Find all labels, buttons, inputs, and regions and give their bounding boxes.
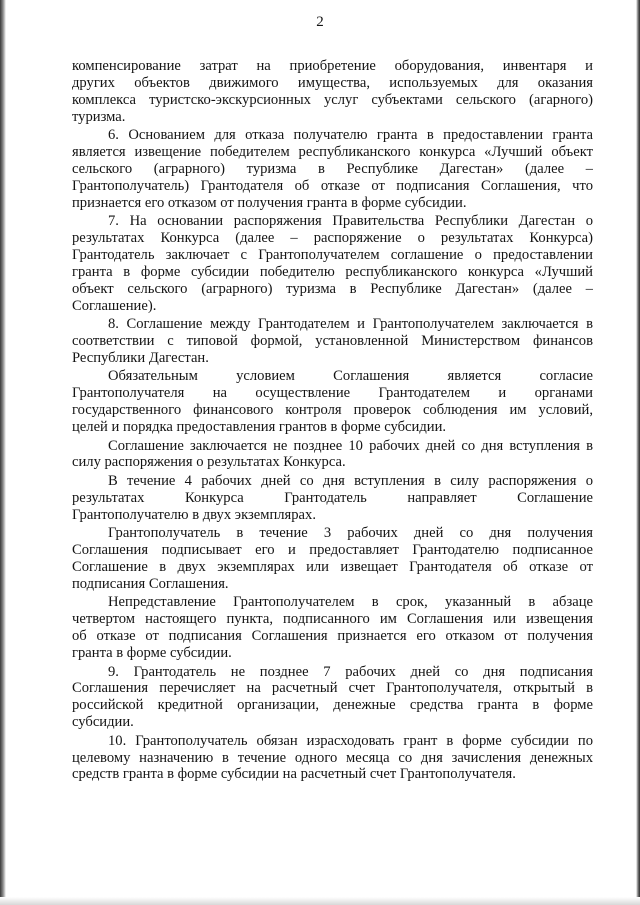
text-line: 10. Грантополучатель обязан израсходовать грант в форме субсидии по <box>108 732 593 749</box>
text-line: результатах Конкурса Грантодатель направляет Соглашение <box>72 489 593 506</box>
text-line: Непредставление Грантополучателем в срок, указанный в абзаце <box>108 594 593 611</box>
text-line: четвертом настоящего пункта, подписанного им Соглашения или извещения <box>72 611 593 628</box>
text-line: гранта в форме субсидии. <box>72 645 232 662</box>
text-line: комплекса туристско-экскурсионных услуг субъектами сельского (агарного) <box>72 91 593 108</box>
text-line: российской кредитной организации, денежные средства гранта в форме <box>72 697 593 714</box>
text-line: сельского (аграрного) туризма в Республике Дагестан» (далее – <box>72 160 593 177</box>
text-line: является извещение победителем республиканского конкурса «Лучший объект <box>72 144 593 161</box>
text-line: 7. На основании распоряжения Правительства Республики Дагестан о <box>108 213 593 230</box>
text-line: силу распоряжения о результатах Конкурса. <box>72 454 346 471</box>
text-line: государственного финансового контроля проверок соблюдения им условий, <box>72 402 593 419</box>
text-line: Соглашение заключается не позднее 10 рабочих дней со дня вступления в <box>108 437 593 454</box>
paragraph-item-8-nonsubmission <box>72 594 593 662</box>
text-line: соответствии с типовой формой, установленной Министерством финансов <box>72 333 593 350</box>
text-line: Соглашения подписывает его и предоставляет Грантодателю подписанное <box>72 542 593 559</box>
paragraph-item-8-send <box>72 473 593 524</box>
text-line: 6. Основанием для отказа получателю гранта в предоставлении гранта <box>108 127 593 144</box>
text-line: результатах Конкурса (далее – распоряжение о результатах Конкурса) <box>72 230 593 247</box>
scan-edge-left <box>0 0 6 905</box>
text-line: объект сельского (аграрного) туризма в Республике Дагестан» (далее – <box>72 280 593 297</box>
text-line: целей и порядка предоставления грантов в форме субсидии. <box>72 419 447 436</box>
text-line: субсидии. <box>72 714 134 731</box>
scan-edge-right <box>636 0 640 905</box>
paragraph-item-8 <box>72 316 593 367</box>
text-line: целевому назначению в течение одного месяца со дня зачисления денежных <box>72 749 593 766</box>
text-line: 9. Грантодатель не позднее 7 рабочих дней со дня подписания <box>108 663 593 680</box>
text-line: Грантополучателя на осуществление Грантодателем и органами <box>72 385 593 402</box>
paragraph-item-9 <box>72 664 593 732</box>
text-line: 8. Соглашение между Грантодателем и Грантополучателем заключается в <box>108 316 593 333</box>
paragraph-item-10 <box>72 733 593 784</box>
text-line: Грантополучателю в двух экземплярах. <box>72 506 316 523</box>
text-line: Грантополучатель) Грантодателя об отказе от подписания Соглашения, что <box>72 177 593 194</box>
text-line: компенсирование затрат на приобретение оборудования, инвентаря и <box>72 58 593 74</box>
paragraph-item-7 <box>72 213 593 314</box>
text-line: признается его отказом от получения гранта в форме субсидии. <box>72 194 467 211</box>
text-line: В течение 4 рабочих дней со дня вступления в силу распоряжения о <box>108 472 593 489</box>
paragraph-item-8-condition <box>72 368 593 436</box>
paragraph-item-8-deadline <box>72 438 593 472</box>
text-line: Грантодатель заключает с Грантополучателем соглашение о предоставлении <box>72 246 593 263</box>
text-line: средств гранта в форме субсидии на расчетный счет Грантополучателя. <box>72 766 516 783</box>
text-line: Республики Дагестан. <box>72 349 209 366</box>
text-line: Соглашение в двух экземплярах или извещает Грантодателя об отказе от <box>72 558 593 575</box>
paragraph-item-6 <box>72 127 593 211</box>
paragraph-item-8-sign <box>72 525 593 593</box>
page-number: 2 <box>316 14 324 30</box>
text-line: об отказе от подписания Соглашения признается его отказом от получения <box>72 628 593 645</box>
text-line: Соглашения перечисляет на расчетный счет Грантополучателя, открытый в <box>72 680 593 697</box>
document-body <box>72 58 593 783</box>
paragraph-continued <box>72 58 593 126</box>
text-line: гранта в форме субсидии победителю республиканского конкурса «Лучший <box>72 263 593 280</box>
text-line: Обязательным условием Соглашения является согласие <box>108 368 593 385</box>
text-line: подписания Соглашения. <box>72 575 229 592</box>
text-line: Грантополучатель в течение 3 рабочих дней со дня получения <box>108 525 593 542</box>
text-line: туризма. <box>72 108 126 125</box>
scan-edge-bottom <box>0 897 640 905</box>
text-line: других объектов движимого имущества, используемых для оказания <box>72 74 593 91</box>
text-line: Соглашение). <box>72 297 157 314</box>
